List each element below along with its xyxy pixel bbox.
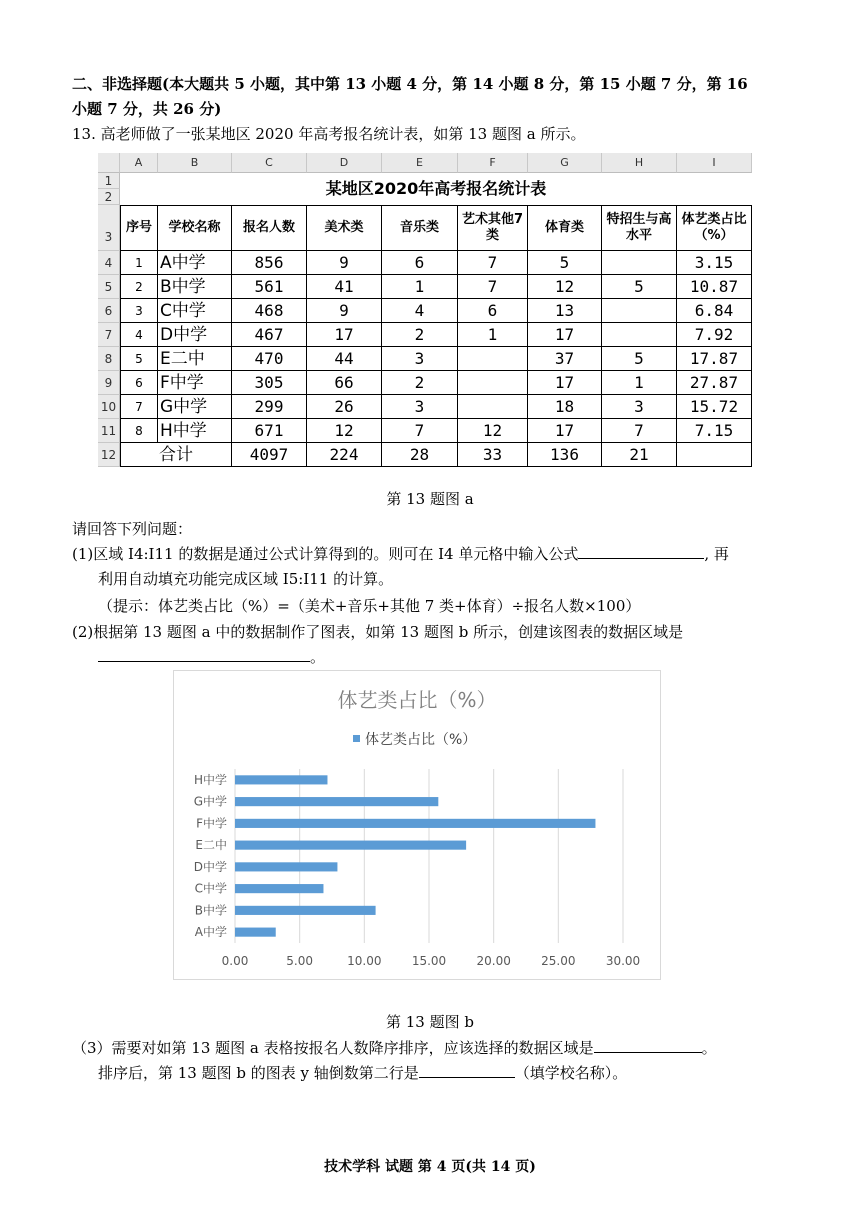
q2-answer-blank[interactable]	[98, 645, 310, 662]
q1-text-a: (1)区域 I4:I11 的数据是通过公式计算得到的。则可在 I4 单元格中输入公式	[72, 545, 579, 563]
total-C: 4097	[232, 443, 307, 467]
row-header-1: 1	[98, 173, 120, 189]
row-header-11: 11	[98, 419, 120, 443]
q3-line2	[98, 1061, 627, 1085]
prompt: 请回答下列问题：	[72, 520, 193, 538]
cell-r5-C: 470	[232, 347, 307, 371]
cell-r3-I: 6.84	[677, 299, 752, 323]
row-header-4: 4	[98, 251, 120, 275]
column-header-F: F	[458, 153, 528, 173]
chart-svg	[174, 671, 660, 979]
total-E: 28	[382, 443, 458, 467]
table-title: 某地区2020年高考报名统计表	[325, 179, 547, 198]
cell-r2-E: 1	[382, 275, 458, 299]
cell-r8-I: 7.15	[677, 419, 752, 443]
bar-G中学	[235, 797, 438, 806]
cell-r3-D: 9	[307, 299, 382, 323]
column-header-C: C	[232, 153, 307, 173]
cell-r5-G: 37	[528, 347, 602, 371]
cell-r5-E: 3	[382, 347, 458, 371]
column-header-G: G	[528, 153, 602, 173]
header-ratio: 体艺类占比（%）	[677, 205, 752, 251]
y-tick-label-A中学: A中学	[194, 925, 227, 940]
q3-line1	[72, 1036, 717, 1060]
cell-r8-C: 671	[232, 419, 307, 443]
cell-r8-G: 17	[528, 419, 602, 443]
row-header-10: 10	[98, 395, 120, 419]
cell-r7-C: 299	[232, 395, 307, 419]
total-F: 33	[458, 443, 528, 467]
cell-r7-F	[458, 395, 528, 419]
cell-r7-B: G中学	[158, 395, 232, 419]
bar-H中学	[235, 775, 327, 784]
section-heading-line2: 小题 7 分，共 26 分)	[72, 100, 222, 118]
q3-text-a: （3）需要对如第 13 题图 a 表格按报名人数降序排序，应该选择的数据区域是	[72, 1039, 594, 1057]
cell-r4-F: 1	[458, 323, 528, 347]
x-tick-label-2: 10.00	[347, 954, 382, 968]
cell-r1-D: 9	[307, 251, 382, 275]
header-applicants: 报名人数	[232, 205, 307, 251]
row-header-3: 3	[98, 205, 120, 251]
bar-D中学	[235, 862, 337, 871]
q3-answer-blank-2[interactable]	[419, 1061, 515, 1078]
x-tick-label-4: 20.00	[476, 954, 511, 968]
cell-r2-H: 5	[602, 275, 677, 299]
cell-r7-E: 3	[382, 395, 458, 419]
bar-B中学	[235, 906, 376, 915]
cell-r6-E: 2	[382, 371, 458, 395]
cell-r5-H: 5	[602, 347, 677, 371]
cell-r4-I: 7.92	[677, 323, 752, 347]
row-header-9: 9	[98, 371, 120, 395]
page-footer: 技术学科 试题 第 4 页(共 14 页)	[324, 1159, 536, 1175]
cell-r6-C: 305	[232, 371, 307, 395]
cell-r1-B: A中学	[158, 251, 232, 275]
header-sports: 体育类	[528, 205, 602, 251]
cell-r3-B: C中学	[158, 299, 232, 323]
x-tick-label-3: 15.00	[411, 954, 447, 968]
row-header-12: 12	[98, 443, 120, 467]
cell-r8-B: H中学	[158, 419, 232, 443]
cell-r6-I: 27.87	[677, 371, 752, 395]
x-tick-label-6: 30.00	[605, 954, 641, 968]
cell-r3-G: 13	[528, 299, 602, 323]
cell-r8-D: 12	[307, 419, 382, 443]
y-tick-label-D中学: D中学	[193, 859, 227, 874]
row-header-6: 6	[98, 299, 120, 323]
fig-b-caption: 第 13 题图 b	[386, 1013, 474, 1031]
row-header-5: 5	[98, 275, 120, 299]
column-header-H: H	[602, 153, 677, 173]
x-tick-label-0: 0.00	[221, 954, 249, 968]
cell-r1-H	[602, 251, 677, 275]
column-header-D: D	[307, 153, 382, 173]
cell-r1-G: 5	[528, 251, 602, 275]
header-art: 美术类	[307, 205, 382, 251]
column-header-E: E	[382, 153, 458, 173]
spreadsheet-screenshot	[98, 153, 758, 483]
y-tick-label-H中学: H中学	[193, 772, 227, 787]
cell-r2-F: 7	[458, 275, 528, 299]
y-tick-label-C中学: C中学	[194, 881, 227, 896]
bar-chart	[173, 670, 661, 980]
cell-r5-A: 5	[120, 347, 158, 371]
legend-label: 体艺类占比（%）	[365, 732, 477, 748]
cell-r1-I: 3.15	[677, 251, 752, 275]
cell-r2-I: 10.87	[677, 275, 752, 299]
question13-intro: 13. 高老师做了一张某地区 2020 年高考报名统计表，如第 13 题图 a 所示。	[72, 125, 586, 143]
q1-line1	[72, 542, 729, 566]
sheet-corner	[98, 153, 120, 173]
cell-r4-A: 4	[120, 323, 158, 347]
q3-text-c: 排序后，第 13 题图 b 的图表 y 轴倒数第二行是	[98, 1064, 419, 1082]
cell-r3-F: 6	[458, 299, 528, 323]
section-heading-line1: 二、非选择题(本大题共 5 小题，其中第 13 小题 4 分，第 14 小题 8 分，第 15 小题 7 分，第 16	[72, 75, 748, 93]
row-header-7: 7	[98, 323, 120, 347]
cell-r3-A: 3	[120, 299, 158, 323]
row-header-2: 2	[98, 189, 120, 205]
header-art-other: 艺术其他7类	[458, 205, 528, 251]
cell-r1-A: 1	[120, 251, 158, 275]
q3-answer-blank-1[interactable]	[594, 1036, 702, 1053]
column-header-A: A	[120, 153, 158, 173]
q3-text-d: （填学校名称）。	[514, 1064, 628, 1082]
total-label: 合计	[120, 443, 232, 467]
header-special: 特招生与高水平	[602, 205, 677, 251]
header-music: 音乐类	[382, 205, 458, 251]
cell-r5-D: 44	[307, 347, 382, 371]
cell-r8-E: 7	[382, 419, 458, 443]
q2-text-end: 。	[310, 648, 326, 666]
header-serial: 序号	[120, 205, 158, 251]
q1-answer-blank[interactable]	[578, 542, 704, 559]
cell-r4-H	[602, 323, 677, 347]
q2-line2	[98, 645, 325, 669]
q1-line2: 利用自动填充功能完成区域 I5:I11 的计算。	[98, 570, 394, 588]
cell-r2-G: 12	[528, 275, 602, 299]
cell-r5-I: 17.87	[677, 347, 752, 371]
header-school: 学校名称	[158, 205, 232, 251]
y-tick-label-E二中: E二中	[195, 838, 227, 853]
cell-r4-C: 467	[232, 323, 307, 347]
cell-r4-E: 2	[382, 323, 458, 347]
total-G: 136	[528, 443, 602, 467]
cell-r7-D: 26	[307, 395, 382, 419]
y-tick-label-B中学: B中学	[194, 903, 227, 918]
cell-r4-D: 17	[307, 323, 382, 347]
cell-r6-H: 1	[602, 371, 677, 395]
y-tick-label-F中学: F中学	[196, 816, 227, 831]
x-tick-label-5: 25.00	[541, 954, 576, 968]
cell-r7-A: 7	[120, 395, 158, 419]
cell-r6-A: 6	[120, 371, 158, 395]
column-header-I: I	[677, 153, 752, 173]
cell-r3-E: 4	[382, 299, 458, 323]
cell-r2-C: 561	[232, 275, 307, 299]
bar-A中学	[235, 928, 276, 937]
q3-text-b: 。	[701, 1039, 717, 1057]
cell-r7-I: 15.72	[677, 395, 752, 419]
chart-title: 体艺类占比（%）	[337, 688, 497, 712]
cell-r8-F: 12	[458, 419, 528, 443]
total-H: 21	[602, 443, 677, 467]
cell-r6-F	[458, 371, 528, 395]
x-tick-label-1: 5.00	[286, 954, 314, 968]
cell-r6-G: 17	[528, 371, 602, 395]
cell-r6-D: 66	[307, 371, 382, 395]
legend-swatch	[353, 735, 360, 742]
cell-r8-H: 7	[602, 419, 677, 443]
row-header-8: 8	[98, 347, 120, 371]
fig-a-caption: 第 13 题图 a	[386, 490, 474, 508]
cell-r1-F: 7	[458, 251, 528, 275]
cell-r3-C: 468	[232, 299, 307, 323]
total-D: 224	[307, 443, 382, 467]
total-I	[677, 443, 752, 467]
bar-C中学	[235, 884, 323, 893]
cell-r4-G: 17	[528, 323, 602, 347]
column-header-B: B	[158, 153, 232, 173]
cell-r2-B: B中学	[158, 275, 232, 299]
cell-r5-B: E二中	[158, 347, 232, 371]
q2-line1: (2)根据第 13 题图 a 中的数据制作了图表，如第 13 题图 b 所示，创建该图表的数据区域是	[72, 623, 684, 641]
q1-text-b: , 再	[704, 545, 729, 563]
cell-r3-H	[602, 299, 677, 323]
cell-r8-A: 8	[120, 419, 158, 443]
cell-r6-B: F中学	[158, 371, 232, 395]
cell-r1-C: 856	[232, 251, 307, 275]
cell-r2-D: 41	[307, 275, 382, 299]
q1-hint: （提示：体艺类占比（%）=（美术+音乐+其他 7 类+体育）÷报名人数×100）	[98, 597, 641, 615]
bar-F中学	[235, 819, 595, 828]
y-tick-label-G中学: G中学	[193, 794, 227, 809]
cell-r4-B: D中学	[158, 323, 232, 347]
cell-r1-E: 6	[382, 251, 458, 275]
cell-r7-G: 18	[528, 395, 602, 419]
cell-r7-H: 3	[602, 395, 677, 419]
bar-E二中	[235, 841, 466, 850]
cell-r5-F	[458, 347, 528, 371]
cell-r2-A: 2	[120, 275, 158, 299]
